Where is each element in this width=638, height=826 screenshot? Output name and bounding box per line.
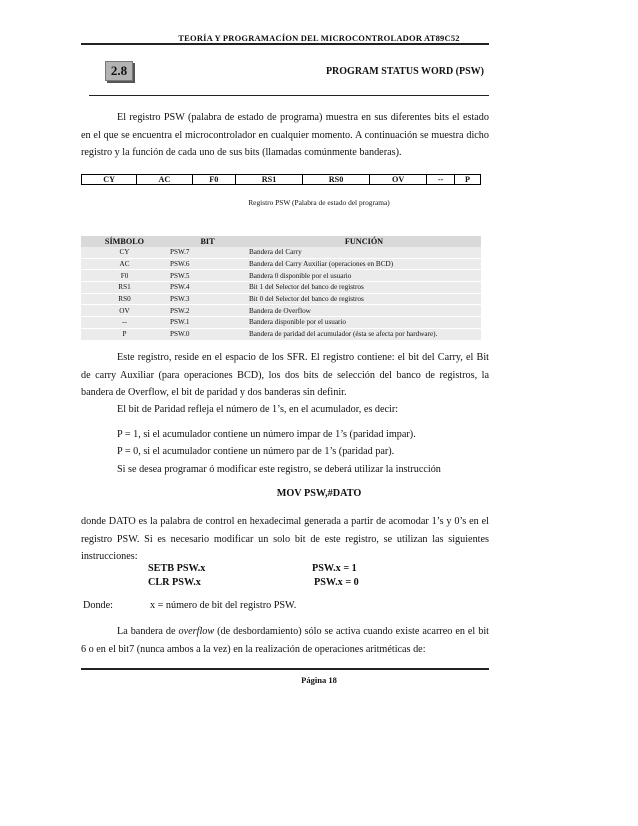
- row-function: Bandera disponible por el usuario: [247, 317, 481, 329]
- register-bit-5: F0: [192, 175, 236, 185]
- register-bit-3: RS0: [303, 175, 370, 185]
- table-row: [81, 247, 481, 258]
- psw-register-table: [81, 174, 481, 185]
- parity-paragraph: El bit de Paridad refleja el número de 1’s, en el acumulador, es decir:: [117, 404, 399, 415]
- overflow-text-end: (de desbordamiento) sólo se activa cuando existe acarreo en el bit 6 o en el bit7 (nunca ambos a la vez) en la realización de operaciones aritméticas de:: [81, 626, 489, 655]
- row-symbol: P: [81, 328, 168, 340]
- header-symbol: SÍMBOLO: [81, 236, 168, 247]
- section-title: PROGRAM STATUS WORD (PSW): [325, 66, 484, 77]
- table-row: [81, 328, 481, 340]
- register-bit-7: CY: [82, 175, 137, 185]
- row-bit: PSW.2: [168, 305, 247, 317]
- row-bit: PSW.1: [168, 317, 247, 329]
- dato-paragraph: donde DATO es la palabra de control en hexadecimal generada a partir de acomodar 1’s y 0’s en el registro PSW. Si es necesario modificar un solo bit de este registro, se utilizan las siguientes instrucciones:: [81, 516, 489, 562]
- row-bit: PSW.5: [168, 270, 247, 282]
- setb-result: PSW.x = 1: [312, 563, 357, 574]
- page-number: Página 18: [301, 675, 337, 685]
- program-register-line: Si se desea programar ó modificar este registro, se deberá utilizar la instrucción: [117, 464, 441, 475]
- table-row: [81, 317, 481, 329]
- row-symbol: AC: [81, 258, 168, 270]
- overflow-paragraph: [81, 623, 489, 658]
- row-symbol: --: [81, 317, 168, 329]
- header-function: FUNCIÓN: [247, 236, 481, 247]
- register-bit-2: OV: [370, 175, 427, 185]
- row-function: Bandera de paridad del acumulador (ésta se afecta por hardware).: [247, 328, 481, 340]
- section-rule: [89, 95, 489, 96]
- page-header-title: TEORÍA Y PROGRAMACÍON DEL MICROCONTROLADOR AT89C52: [178, 33, 460, 43]
- row-symbol: OV: [81, 305, 168, 317]
- register-caption: Registro PSW (Palabra de estado del programa): [248, 198, 390, 207]
- parity-odd-line: P = 1, si el acumulador contiene un número impar de 1’s (paridad impar).: [117, 429, 416, 440]
- row-function: Bandera de Overflow: [247, 305, 481, 317]
- row-bit: PSW.6: [168, 258, 247, 270]
- table-row: [81, 270, 481, 282]
- clr-instruction: CLR PSW.x: [148, 577, 201, 588]
- row-bit: PSW.3: [168, 293, 247, 305]
- clr-result: PSW.x = 0: [314, 577, 359, 588]
- parity-even-line: P = 0, si el acumulador contiene un número par de 1’s (paridad par).: [117, 446, 395, 457]
- donde-text: x = número de bit del registro PSW.: [150, 600, 297, 611]
- row-function: Bandera del Carry Auxiliar (operaciones en BCD): [247, 258, 481, 270]
- register-bit-6: AC: [137, 175, 192, 185]
- header-rule: [81, 43, 489, 45]
- row-function: Bandera 0 disponible por el usuario: [247, 270, 481, 282]
- row-function: Bit 0 del Selector del banco de registros: [247, 293, 481, 305]
- register-bit-4: RS1: [236, 175, 303, 185]
- row-function: Bandera del Carry: [247, 247, 481, 258]
- mov-instruction: MOV PSW,#DATO: [276, 488, 362, 499]
- sfr-paragraph: Este registro, reside en el espacio de los SFR. El registro contiene: el bit del Carry, el Bit de carry Auxiliar (para operaciones BCD), los dos bits de selección del banco de registros, la bandera de Overflow, el bit de paridad y dos banderas sin definir.: [81, 352, 489, 398]
- donde-label: Donde:: [83, 600, 113, 611]
- row-bit: PSW.4: [168, 282, 247, 294]
- table-row: [81, 293, 481, 305]
- row-bit: PSW.7: [168, 247, 247, 258]
- intro-paragraph: El registro PSW (palabra de estado de programa) muestra en sus diferentes bits el estado en el que se encuentra el microcontrolador en cualquier momento. A continuación se muestra dicho registro y la función de cada uno de sus bits (llamadas comúnmente banderas).: [81, 112, 489, 158]
- row-symbol: RS1: [81, 282, 168, 294]
- section-number-badge: 2.8: [105, 61, 133, 81]
- row-symbol: CY: [81, 247, 168, 258]
- overflow-text-start: La bandera de: [117, 626, 179, 637]
- row-bit: PSW.0: [168, 328, 247, 340]
- register-bit-1: --: [427, 175, 455, 185]
- header-bit: BIT: [168, 236, 247, 247]
- table-row: [81, 282, 481, 294]
- row-function: Bit 1 del Selector del banco de registros: [247, 282, 481, 294]
- table-row: [81, 258, 481, 270]
- row-symbol: RS0: [81, 293, 168, 305]
- overflow-term: overflow: [178, 626, 215, 637]
- row-symbol: F0: [81, 270, 168, 282]
- footer-rule: [81, 668, 489, 670]
- setb-instruction: SETB PSW.x: [148, 563, 206, 574]
- register-bit-0: P: [455, 175, 481, 185]
- table-row: [81, 305, 481, 317]
- functions-table: [81, 236, 481, 341]
